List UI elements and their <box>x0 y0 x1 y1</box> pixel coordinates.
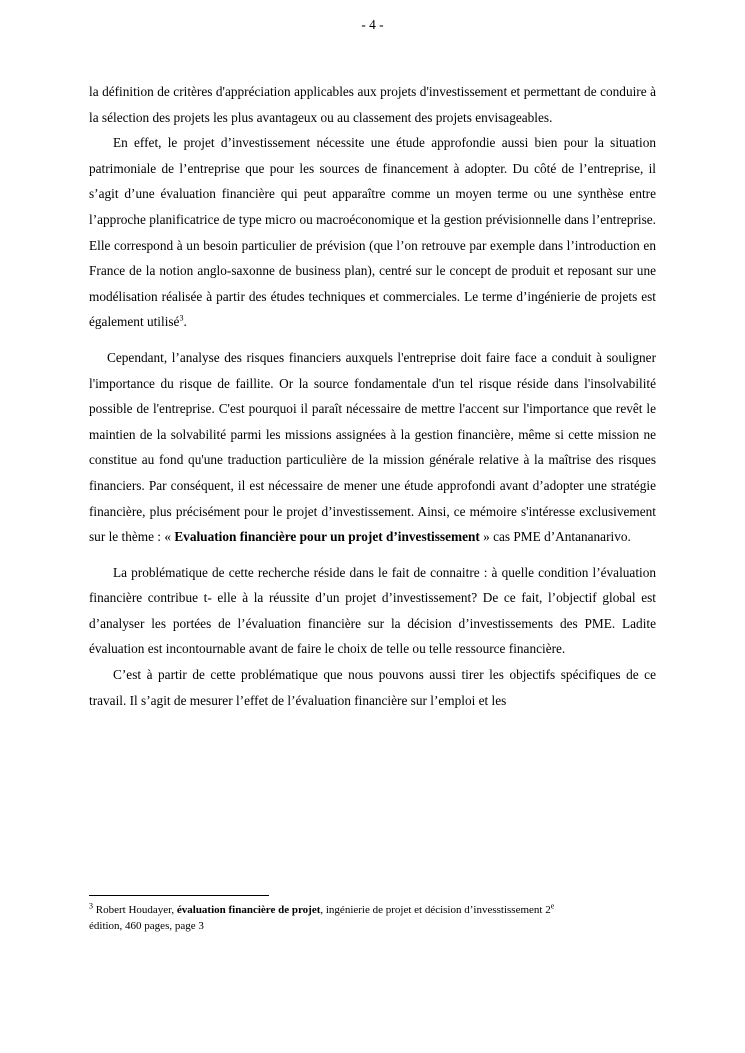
paragraph-3-text: Cependant, l’analyse des risques financiers auxquels l'entreprise doit faire face a conduit à souligner l'importance du risque de faillite. Or la source fondamentale d'un tel risque réside dans l'insolvabilité possible de l'entreprise. C'est pourquoi il paraît nécessaire de mettre l'accent sur l'importance que revêt le maintien de la solvabilité parmi les missions assignées à la gestion financière, même si cette mission ne constitue au fond qu'une traduction particulière de la mission générale relative à la maîtrise des risques financiers. Par conséquent, il est nécessaire de mener une étude approfondi avant d’adopter une stratégie financière, plus précisément pour le projet d’investissement. Ainsi, ce mémoire s'intéresse exclusivement sur le thème : « <box>89 349 656 545</box>
thesis-title: Evaluation financière pour un projet d’investissement <box>174 529 480 545</box>
page-number: - 4 - <box>361 17 384 32</box>
body-text <box>89 79 656 713</box>
paragraph-1: la définition de critères d'appréciation applicables aux projets d'investissement et permettant de conduire à la sélection des projets les plus avantageux ou au classement des projets envisageables. <box>89 84 656 125</box>
footnote-reference: 3 <box>179 313 184 323</box>
paragraph-3-end: » cas PME d’Antananarivo. <box>483 529 631 545</box>
footnote-line-2: édition, 460 pages, page 3 <box>89 920 204 932</box>
footnote-title: évaluation financière de projet <box>176 904 321 916</box>
paragraph-4: La problématique de cette recherche réside dans le fait de connaitre : à quelle condition l’évaluation financière contribue t- elle à la réussite d’un projet d’investissement? De ce fait, l’objectif global est d’analyser les portées de l’évaluation financière sur la décision d’investissements des PME. Ladite évaluation est incontournable avant de faire le choix de telle ou telle ressource financière. <box>89 564 656 657</box>
footnote-edition-sup: e <box>550 901 555 911</box>
footnote-number: 3 <box>89 901 93 911</box>
footnote-line-1 <box>89 902 656 918</box>
footnote-separator <box>89 895 269 896</box>
footnote-author: Robert Houdayer, <box>93 904 177 916</box>
paragraph-2-end: . <box>183 314 187 330</box>
paragraph-2-text: En effet, le projet d’investissement nécessite une étude approfondie aussi bien pour la situation patrimoniale de l’entreprise que pour les sources de financement à adopter. Du côté de l’entreprise, il s’agit d’une évaluation financière qui peut apparaître comme un moyen terme ou une synthèse entre l’approche planificatrice de type micro ou macroéconomique et la gestion prévisionnelle dans l’entreprise. Elle correspond à un besoin particulier de prévision (que l’on retrouve par exemple dans l’introduction en France de la notion anglo-saxonne de business plan), centré sur le concept de produit et reposant sur une modélisation réalisée à partir des études techniques et commerciales. Le terme d’ingénierie de projets est également utilisé <box>89 135 656 330</box>
footnote-details: , ingénierie de projet et décision d’invesstissement 2 <box>320 904 551 916</box>
paragraph-5: C’est à partir de cette problématique que nous pouvons aussi tirer les objectifs spécifiques de ce travail. Il s’agit de mesurer l’effet de l’évaluation financière sur l’emploi et les <box>89 667 656 708</box>
paragraph-2 <box>89 130 656 335</box>
footnote <box>89 902 656 934</box>
paragraph-3 <box>89 345 656 550</box>
